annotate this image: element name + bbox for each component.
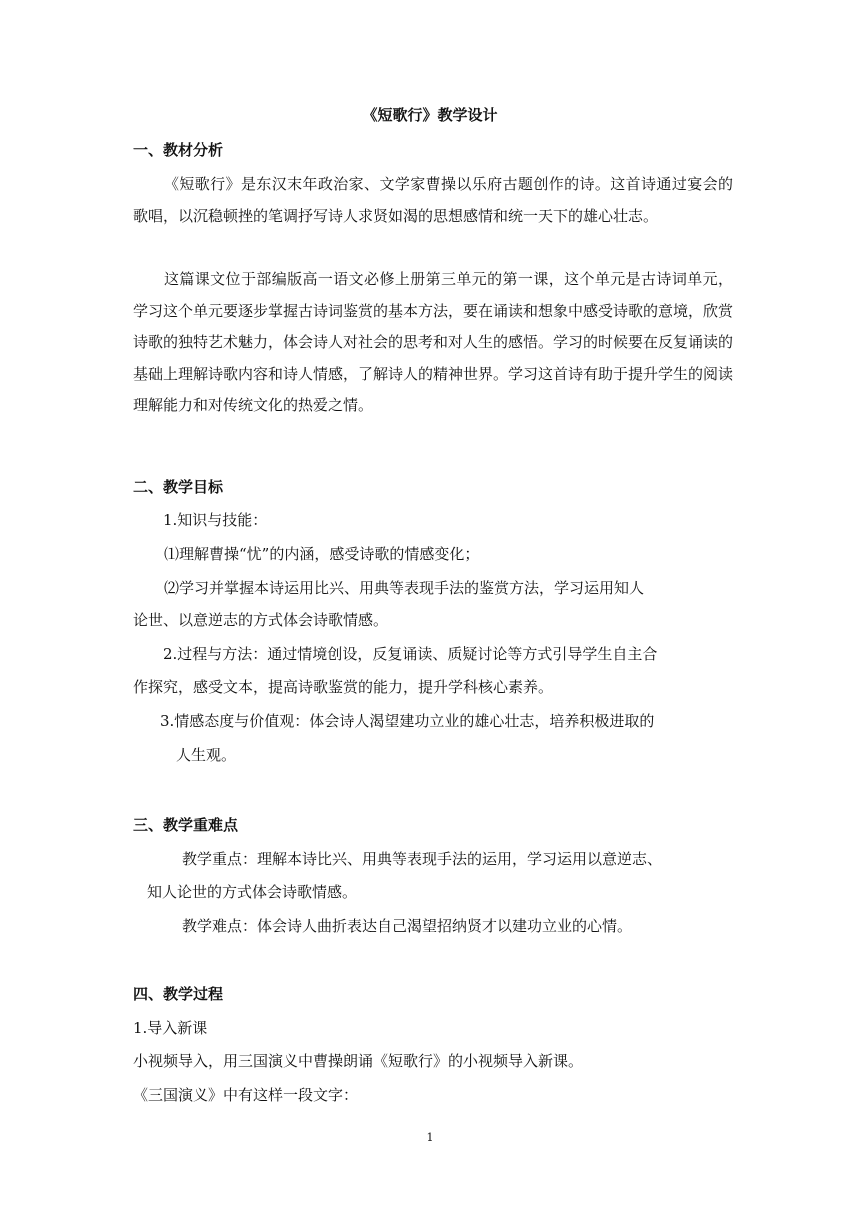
section-heading-key-points: 三、教学重难点 [133,816,239,834]
paragraph-analysis-2: 这篇课文位于部编版高一语文必修上册第三单元的第一课，这个单元是古诗词单元，学习这个单元要逐步掌握古诗词鉴赏的基本方法，要在诵读和想象中感受诗歌的意境，欣赏诗歌的独特艺术魅力，体会诗人对社会的思考和对人生的感悟。学习的时候要在反复诵读的基础上理解诗歌内容和诗人情感，了解诗人的精神世界。学习这首诗有助于提升学生的阅读理解能力和对传统文化的热爱之情。 [133,270,734,414]
process-line-2: 《三国演义》中有这样一段文字： [133,1086,359,1104]
objective-item-process-line1: 2.过程与方法：通过情境创设，反复诵读、质疑讨论等方式引导学生自主合 [163,645,658,663]
objective-item-knowledge: 1.知识与技能： [163,511,268,529]
section-heading-process: 四、教学过程 [133,985,224,1003]
objective-item-attitude-line2: 人生观。 [176,746,237,764]
key-point-line1: 教学重点：理解本诗比兴、用典等表现手法的运用，学习运用以意逆志、 [182,850,663,868]
process-step-1: 1.导入新课 [133,1019,208,1037]
difficult-point: 教学难点：体会诗人曲折表达自己渴望招纳贤才以建功立业的心情。 [182,917,633,935]
objective-item-attitude-line1: 3.情感态度与价值观：体会诗人渴望建功立业的雄心壮志，培养积极进取的 [160,712,655,730]
page-number: 1 [426,1131,434,1144]
section-heading-analysis: 一、教材分析 [133,141,224,159]
section-heading-objectives: 二、教学目标 [133,478,224,496]
objective-subitem-2-line1: ⑵学习并掌握本诗运用比兴、用典等表现手法的鉴赏方法，学习运用知人 [164,579,645,597]
objective-subitem-2-line2: 论世、以意逆志的方式体会诗歌情感。 [133,611,389,629]
objective-subitem-1: ⑴理解曹操“忧”的内涵，感受诗歌的情感变化； [164,545,480,563]
document-title: 《短歌行》教学设计 [362,106,498,124]
key-point-line2: 知人论世的方式体会诗歌情感。 [147,883,358,901]
process-line-1: 小视频导入，用三国演义中曹操朗诵《短歌行》的小视频导入新课。 [133,1052,584,1070]
paragraph-analysis-1: 《短歌行》是东汉末年政治家、文学家曹操以乐府古题创作的诗。这首诗通过宴会的歌唱，以沉稳顿挫的笔调抒写诗人求贤如渴的思想感情和统一天下的雄心壮志。 [133,175,733,225]
objective-item-process-line2: 作探究，感受文本，提高诗歌鉴赏的能力，提升学科核心素养。 [133,678,554,696]
